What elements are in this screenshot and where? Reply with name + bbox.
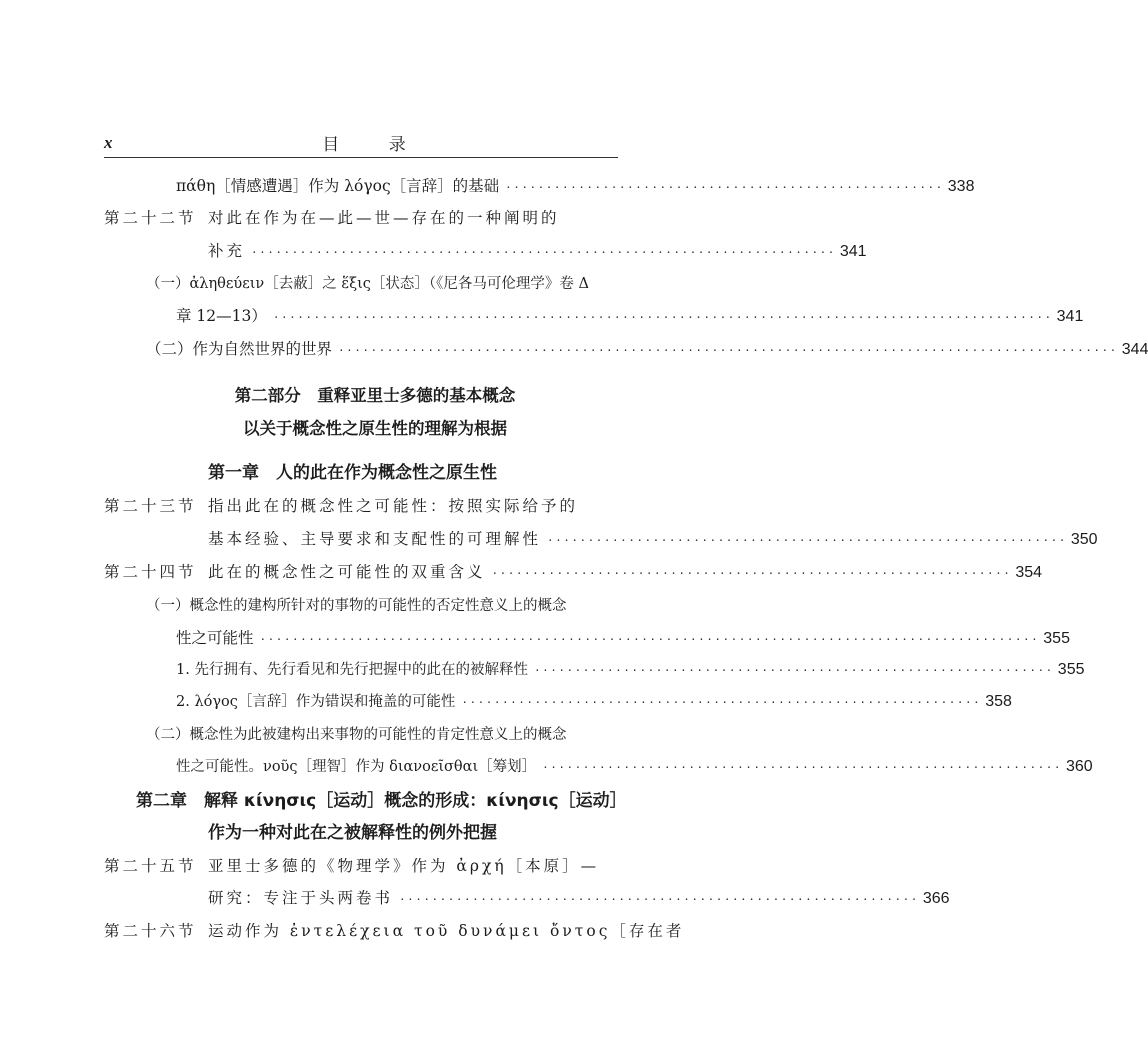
entry-text: πάθη［情感遭遇］作为 λόγος［言辞］的基础 [176, 177, 500, 195]
entry-page: 355 [1057, 661, 1085, 678]
dot-leader: ································································ [547, 534, 1067, 547]
dot-leader: ································································ [461, 696, 982, 709]
entry-text: 补充 [208, 242, 246, 260]
entry-page: 350 [1070, 531, 1098, 548]
entry-page: 355 [1043, 630, 1070, 647]
dot-leader: ········································································ [251, 246, 836, 259]
toc-entry-aletheuein [176, 306, 1084, 328]
entry-text: 章 12—13） [176, 307, 267, 325]
part-heading-subtitle: 以关于概念性之原生性的理解为根据 [243, 419, 507, 438]
entry-text: 性之可能性 [176, 629, 254, 647]
entry-text: 基本经验、主导要求和支配性的可理解性 [208, 530, 542, 548]
section-number: 第二十五节 [104, 857, 197, 875]
entry-page: 366 [922, 890, 950, 907]
toc-entry-section-24 [208, 562, 1043, 584]
dot-leader: ································································ [491, 567, 1012, 580]
toc-entry-line: 亚里士多德的《物理学》作为 ἀρχή［本原］— [208, 857, 600, 875]
entry-page: 338 [947, 178, 975, 195]
toc-entry-natural-world [146, 339, 1148, 361]
entry-page: 358 [985, 693, 1012, 710]
entry-page: 341 [1056, 308, 1084, 325]
toc-entry-line: （一）概念性的建构所针对的事物的可能性的否定性意义上的概念 [146, 598, 567, 614]
entry-text: 此在的概念性之可能性的双重含义 [208, 563, 486, 581]
toc-entry-section-22 [208, 241, 867, 263]
entry-text: 1. 先行拥有、先行看见和先行把握中的此在的被解释性 [176, 662, 528, 678]
toc-entry-negative-possibility [176, 628, 1070, 650]
toc-entry-line: （二）概念性为此被建构出来事物的可能性的肯定性意义上的概念 [146, 727, 567, 743]
toc-entry-section-25 [208, 888, 950, 910]
toc-entry-logos-error [176, 692, 1012, 713]
dot-leader: ································································ [399, 893, 919, 906]
dot-leader: ································································································ [338, 344, 1118, 357]
dot-leader: ································································ [542, 761, 1062, 774]
toc-entry-section-23 [208, 529, 1098, 551]
section-number: 第二十二节 [104, 209, 197, 227]
toc-entry-positive-possibility [176, 757, 1093, 778]
chapter-heading-subtitle: 作为一种对此在之被解释性的例外把握 [208, 823, 497, 843]
entry-page: 341 [839, 243, 867, 260]
chapter-heading: 第二章 解释 κίνησις［运动］概念的形成：κίνησις［运动］ [136, 791, 627, 811]
entry-page: 360 [1066, 758, 1093, 775]
section-number: 第二十四节 [104, 563, 197, 581]
toc-entry-line: 运动作为 ἐντελέχεια τοῦ δυνάμει ὄντος［存在者 [208, 922, 685, 940]
section-number: 第二十六节 [104, 922, 197, 940]
entry-text: （二）作为自然世界的世界 [146, 340, 333, 358]
toc-entry-line: 指出此在的概念性之可能性：按照实际给予的 [208, 497, 579, 515]
part-heading: 第二部分 重释亚里士多德的基本概念 [234, 386, 516, 405]
page-number: x [104, 133, 113, 152]
dot-leader: ······················································ [505, 181, 944, 194]
toc-entry-line: （一）ἀληθεύειν［去蔽］之 ἕξις［状态］（《尼各马可伦理学》卷 Δ [146, 276, 589, 292]
dot-leader: ································································································ [272, 311, 1053, 324]
chapter-heading: 第一章 人的此在作为概念性之原生性 [208, 463, 497, 483]
entry-page: 354 [1015, 564, 1043, 581]
section-number: 第二十三节 [104, 497, 197, 515]
entry-text: 研究：专注于头两卷书 [208, 889, 394, 907]
header-rule [104, 157, 618, 158]
running-title: 目 录 [322, 135, 428, 155]
toc-entry-interpretedness [176, 660, 1085, 681]
dot-leader: ································································································ [259, 633, 1040, 646]
toc-entry-pathe [176, 176, 975, 198]
entry-page: 344 [1121, 341, 1148, 358]
entry-text: 2. λόγος［言辞］作为错误和掩盖的可能性 [176, 694, 456, 710]
dot-leader: ································································ [533, 664, 1054, 677]
toc-entry-line: 对此在作为在—此—世—存在的一种阐明的 [208, 209, 560, 227]
entry-text: 性之可能性。νοῦς［理智］作为 διανοεῖσθαι［筹划］ [176, 759, 537, 775]
